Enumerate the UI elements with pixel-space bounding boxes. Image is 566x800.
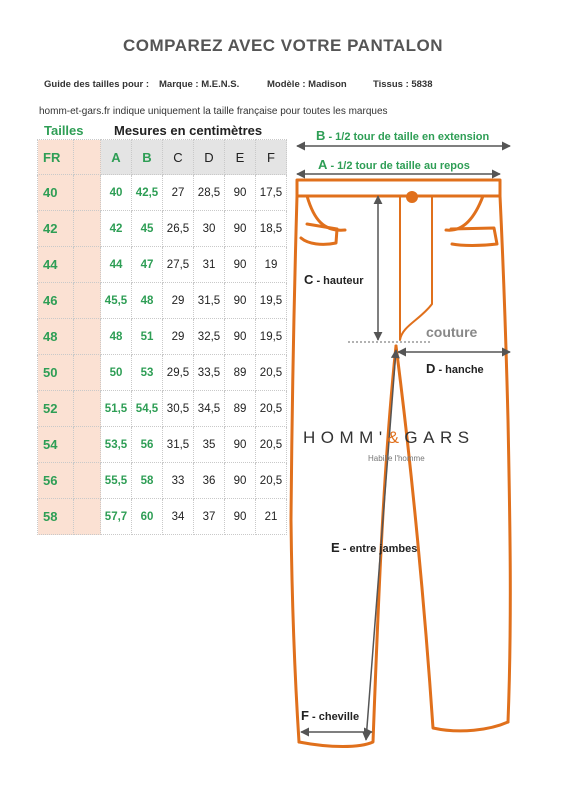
measure-d-cell: 31,5 bbox=[194, 283, 225, 319]
measure-f-cell: 19,5 bbox=[256, 283, 287, 319]
label-b: B - 1/2 tour de taille en extension bbox=[316, 128, 490, 143]
seam-label: couture bbox=[426, 324, 478, 340]
brand-info: Marque : M.E.N.S. bbox=[159, 79, 240, 90]
fabric-info: Tissus : 5838 bbox=[373, 79, 433, 90]
measure-f-cell: 20,5 bbox=[256, 391, 287, 427]
measure-f-cell: 21 bbox=[256, 499, 287, 535]
brand-tagline: Habille l'homme bbox=[368, 454, 425, 463]
measure-a-cell: 57,7 bbox=[101, 499, 132, 535]
measure-d-cell: 31 bbox=[194, 247, 225, 283]
size-fr-cell: 46 bbox=[38, 283, 74, 319]
measure-f-cell: 20,5 bbox=[256, 355, 287, 391]
measure-e-cell: 90 bbox=[225, 319, 256, 355]
measure-a-cell: 45,5 bbox=[101, 283, 132, 319]
measure-d-cell: 36 bbox=[194, 463, 225, 499]
size-fr-cell: 48 bbox=[38, 319, 74, 355]
label-c: C - hauteur bbox=[304, 272, 364, 287]
measure-a-cell: 42 bbox=[101, 211, 132, 247]
measure-a-cell: 55,5 bbox=[101, 463, 132, 499]
button-icon bbox=[406, 191, 418, 203]
size-fr-cell: 50 bbox=[38, 355, 74, 391]
measure-c-cell: 31,5 bbox=[163, 427, 194, 463]
measure-c-cell: 29 bbox=[163, 283, 194, 319]
measure-a-cell: 44 bbox=[101, 247, 132, 283]
size-fr-cell: 58 bbox=[38, 499, 74, 535]
measure-f-cell: 18,5 bbox=[256, 211, 287, 247]
measure-d-cell: 28,5 bbox=[194, 175, 225, 211]
sizes-heading: Tailles bbox=[44, 123, 84, 138]
measure-a-cell: 40 bbox=[101, 175, 132, 211]
measure-b-cell: 53 bbox=[132, 355, 163, 391]
measure-b-cell: 51 bbox=[132, 319, 163, 355]
measure-c-cell: 27 bbox=[163, 175, 194, 211]
label-a: A - 1/2 tour de taille au repos bbox=[318, 157, 470, 172]
model-info: Modèle : Madison bbox=[267, 79, 347, 90]
measure-f-cell: 19,5 bbox=[256, 319, 287, 355]
measures-heading: Mesures en centimètres bbox=[114, 123, 263, 138]
measure-b-cell: 48 bbox=[132, 283, 163, 319]
measure-e-cell: 90 bbox=[225, 211, 256, 247]
column-header-d: D bbox=[194, 140, 225, 175]
measure-b-cell: 60 bbox=[132, 499, 163, 535]
measure-d-cell: 30 bbox=[194, 211, 225, 247]
column-header-fr: FR bbox=[38, 140, 74, 175]
page-title: COMPAREZ AVEC VOTRE PANTALON bbox=[123, 36, 443, 55]
measure-b-cell: 42,5 bbox=[132, 175, 163, 211]
measure-d-cell: 35 bbox=[194, 427, 225, 463]
size-fr-cell: 44 bbox=[38, 247, 74, 283]
guide-label: Guide des tailles pour : bbox=[44, 79, 150, 90]
column-header-a: A bbox=[101, 140, 132, 175]
label-d: D - hanche bbox=[426, 361, 484, 376]
measure-e-cell: 90 bbox=[225, 175, 256, 211]
measure-f-cell: 20,5 bbox=[256, 427, 287, 463]
measure-e-cell: 89 bbox=[225, 355, 256, 391]
measure-a-cell: 51,5 bbox=[101, 391, 132, 427]
measure-e-cell: 90 bbox=[225, 463, 256, 499]
brand-logo: HOMM'&GARS bbox=[303, 428, 475, 447]
measure-c-cell: 27,5 bbox=[163, 247, 194, 283]
measure-e-cell: 90 bbox=[225, 427, 256, 463]
info-note: homm-et-gars.fr indique uniquement la taille française pour toutes les marques bbox=[39, 106, 388, 117]
measure-c-cell: 33 bbox=[163, 463, 194, 499]
measure-c-cell: 29,5 bbox=[163, 355, 194, 391]
column-header-b: B bbox=[132, 140, 163, 175]
size-fr-cell: 40 bbox=[38, 175, 74, 211]
measure-d-cell: 34,5 bbox=[194, 391, 225, 427]
measure-d-cell: 32,5 bbox=[194, 319, 225, 355]
measure-f-cell: 17,5 bbox=[256, 175, 287, 211]
size-fr-cell: 42 bbox=[38, 211, 74, 247]
size-fr-cell: 56 bbox=[38, 463, 74, 499]
measure-c-cell: 34 bbox=[163, 499, 194, 535]
measure-b-cell: 58 bbox=[132, 463, 163, 499]
measure-b-cell: 45 bbox=[132, 211, 163, 247]
measure-f-cell: 20,5 bbox=[256, 463, 287, 499]
measure-b-cell: 56 bbox=[132, 427, 163, 463]
size-fr-cell: 52 bbox=[38, 391, 74, 427]
measure-c-cell: 29 bbox=[163, 319, 194, 355]
measure-e-cell: 90 bbox=[225, 283, 256, 319]
column-header-f: F bbox=[256, 140, 287, 175]
measure-b-cell: 47 bbox=[132, 247, 163, 283]
label-e: E - entre jambes bbox=[331, 540, 418, 555]
measure-e-cell: 90 bbox=[225, 247, 256, 283]
measure-a-cell: 53,5 bbox=[101, 427, 132, 463]
size-fr-cell: 54 bbox=[38, 427, 74, 463]
label-f: F - cheville bbox=[301, 708, 360, 723]
measure-c-cell: 30,5 bbox=[163, 391, 194, 427]
measure-c-cell: 26,5 bbox=[163, 211, 194, 247]
measure-b-cell: 54,5 bbox=[132, 391, 163, 427]
measure-a-cell: 50 bbox=[101, 355, 132, 391]
column-header-c: C bbox=[163, 140, 194, 175]
measure-e-cell: 89 bbox=[225, 391, 256, 427]
measure-d-cell: 37 bbox=[194, 499, 225, 535]
measure-a-cell: 48 bbox=[101, 319, 132, 355]
measure-e-cell: 90 bbox=[225, 499, 256, 535]
measure-f-cell: 19 bbox=[256, 247, 287, 283]
column-header-e: E bbox=[225, 140, 256, 175]
trousers-outline bbox=[291, 180, 510, 747]
measure-d-cell: 33,5 bbox=[194, 355, 225, 391]
